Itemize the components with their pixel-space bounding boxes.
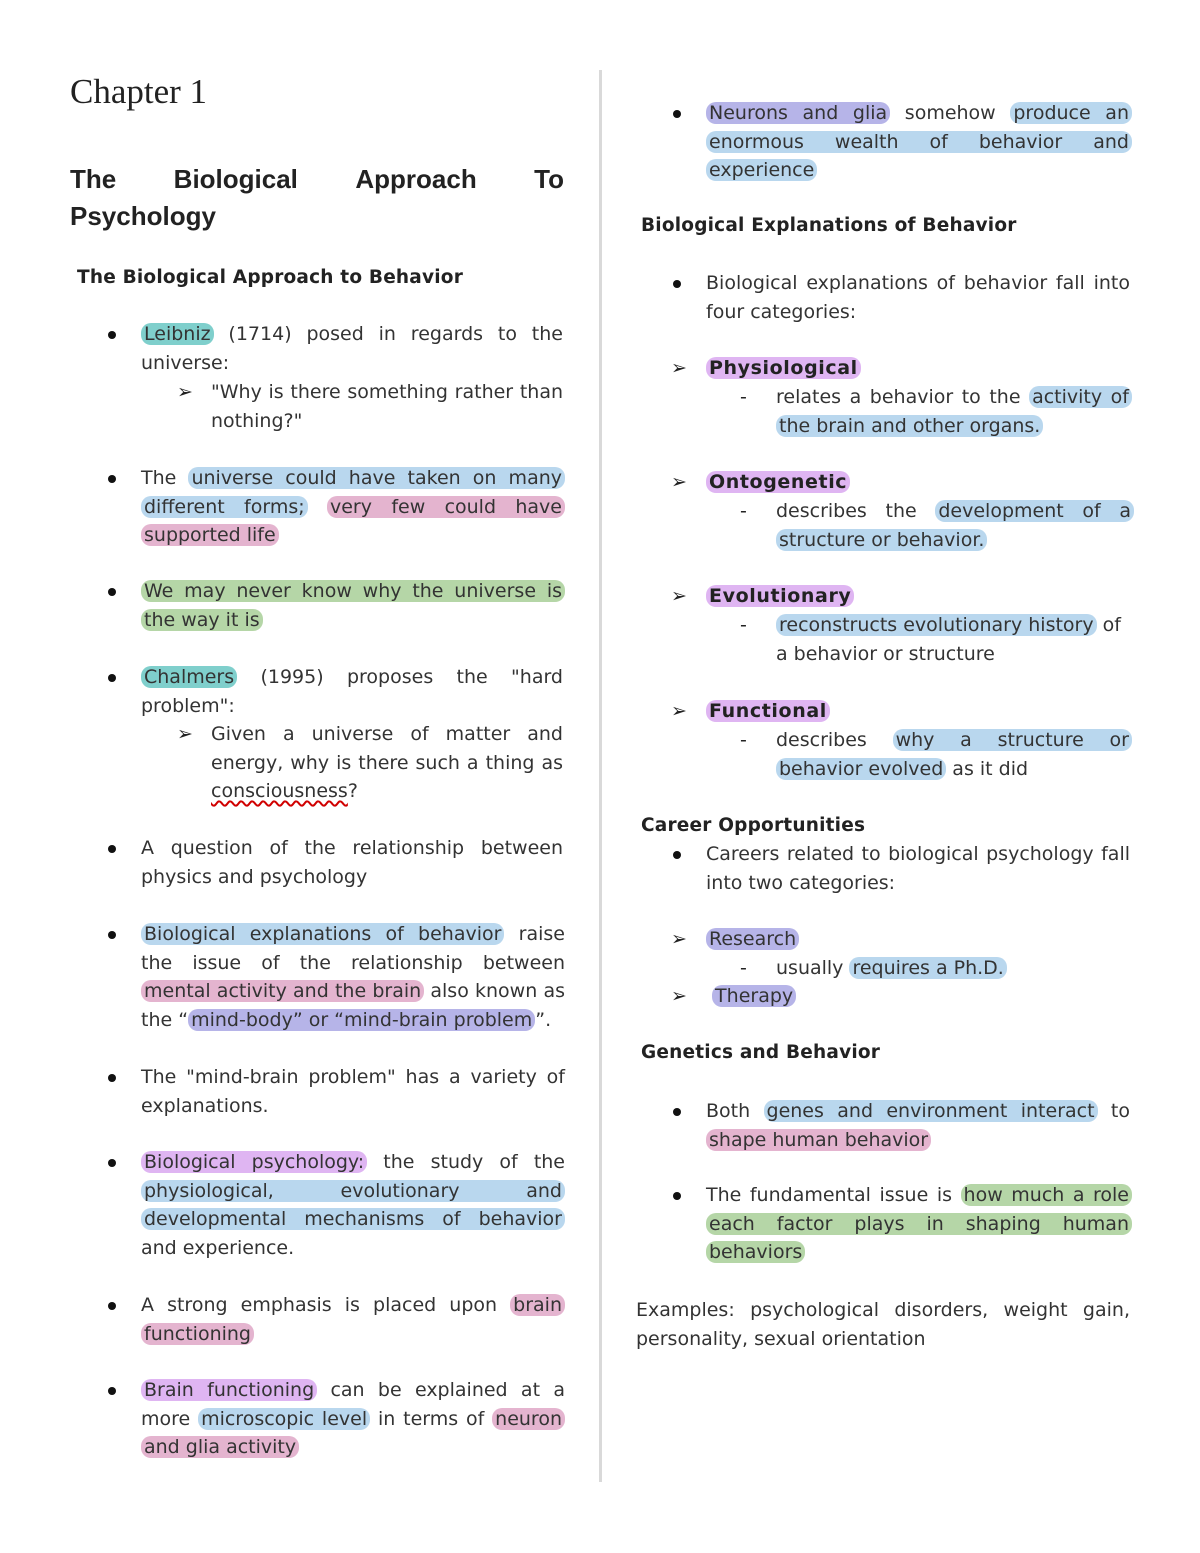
category-description-text <box>776 497 1134 554</box>
category-item <box>671 582 1136 611</box>
list-item-text <box>141 920 565 1034</box>
list-item <box>141 1376 565 1462</box>
bullet-icon <box>108 331 116 339</box>
bullet-icon <box>673 280 681 288</box>
list-item <box>141 1148 565 1262</box>
list-item <box>141 1291 565 1348</box>
text: in terms of <box>370 1407 493 1430</box>
highlight: universe could have taken on many different forms; <box>141 467 565 518</box>
sub-list-item-text <box>211 720 563 806</box>
list-item <box>141 663 563 720</box>
bullet-icon <box>673 1108 681 1116</box>
main-title <box>70 161 564 235</box>
dash-bullet: - <box>740 729 747 751</box>
highlight: produce an enormous wealth of behavior and experience <box>706 102 1132 181</box>
category-description-text <box>776 383 1132 440</box>
highlight: genes and environment interact <box>764 1100 1098 1122</box>
text: The <box>141 467 189 489</box>
list-item-text <box>706 1097 1130 1154</box>
highlight: Biological psychology: <box>141 1151 367 1173</box>
category-label <box>706 582 1136 611</box>
bullet-icon <box>108 845 116 853</box>
highlight: why a structure or behavior evolved <box>776 729 1132 780</box>
list-item <box>141 464 565 550</box>
sub-list-item <box>177 720 563 806</box>
highlight: physiological, evolutionary and developmental mechanisms of behavior <box>141 1180 565 1231</box>
text: to <box>1097 1100 1130 1122</box>
career-name: Therapy <box>712 985 796 1007</box>
bullet-icon <box>108 931 116 939</box>
bullet-icon <box>108 1159 116 1167</box>
bullet-icon <box>108 588 116 596</box>
list-item-text: Careers related to biological psychology fall into two categories: <box>706 843 1130 894</box>
text: also known as the “ <box>141 980 565 1031</box>
dash-bullet: - <box>740 614 747 636</box>
text: can be explained at a more <box>141 1379 565 1430</box>
list-item <box>141 577 565 634</box>
career-item <box>671 925 1126 954</box>
bullet-icon <box>108 475 116 483</box>
text: Given a universe of matter and energy, why is there such a thing as <box>211 723 563 774</box>
highlight: activity of the brain and other organs. <box>776 386 1132 437</box>
title-word: Approach <box>355 164 477 194</box>
text: Both <box>706 1100 764 1122</box>
arrow-bullet-icon: ➢ <box>671 928 687 950</box>
list-item <box>141 1063 565 1120</box>
category-description <box>740 383 1132 440</box>
text: usually <box>776 957 850 979</box>
list-item-text: Biological explanations of behavior fall into four categories: <box>706 272 1130 323</box>
highlight: reconstructs evolutionary history <box>776 614 1097 636</box>
text: raise the issue of the relationship between <box>141 923 565 974</box>
list-item <box>706 840 1130 897</box>
career-name: Research <box>706 928 799 950</box>
text: describes the <box>776 500 936 522</box>
text <box>308 496 327 518</box>
category-name: Physiological <box>706 357 861 379</box>
highlight: Biological explanations of behavior <box>141 923 504 945</box>
category-description <box>740 497 1134 554</box>
highlight: brain functioning <box>141 1294 565 1345</box>
category-description-text <box>776 611 1132 668</box>
list-item <box>141 834 563 891</box>
title-word: Biological <box>173 164 298 194</box>
spellcheck-underlined-word: consciousness <box>211 780 348 803</box>
list-item-text <box>141 1376 565 1462</box>
column-divider <box>599 70 602 1482</box>
arrow-bullet-icon: ➢ <box>671 357 687 379</box>
section-heading-biological-approach: The Biological Approach to Behavior <box>77 267 464 288</box>
highlight: neuron and glia activity <box>141 1408 565 1459</box>
chapter-heading: Chapter 1 <box>70 72 208 111</box>
section-heading-career-opportunities: Career Opportunities <box>641 815 866 836</box>
career-description-text <box>776 954 1132 983</box>
text: A strong emphasis is placed upon <box>141 1294 511 1316</box>
category-description-text <box>776 726 1132 783</box>
category-description <box>740 726 1132 783</box>
arrow-bullet-icon: ➢ <box>671 985 687 1007</box>
bullet-icon <box>673 851 681 859</box>
text: (1714) posed in regards to the universe: <box>141 323 563 374</box>
bullet-icon <box>108 1387 116 1395</box>
category-label <box>706 697 1136 726</box>
list-item-text <box>706 1181 1132 1267</box>
title-word: Psychology <box>70 201 216 231</box>
dash-bullet: - <box>740 957 747 979</box>
category-item <box>671 468 1136 497</box>
highlight: microscopic level <box>198 1408 370 1430</box>
career-item <box>671 982 1126 1011</box>
list-item-text <box>141 320 563 377</box>
dash-bullet: - <box>740 500 747 522</box>
category-name: Functional <box>706 700 830 722</box>
title-word: To <box>534 164 564 194</box>
highlight: shape human behavior <box>706 1129 931 1151</box>
highlight: We may never know why the universe is the way it is <box>141 580 565 631</box>
dash-bullet: - <box>740 386 747 408</box>
arrow-bullet-icon: ➢ <box>177 381 193 403</box>
category-item <box>671 697 1136 726</box>
sub-list-item-text: "Why is there something rather than nothing?" <box>211 381 563 432</box>
highlight: Leibniz <box>141 323 214 345</box>
bullet-icon <box>108 1074 116 1082</box>
bullet-icon <box>108 1302 116 1310</box>
text: somehow <box>890 102 1011 124</box>
highlight: mind-body” or “mind-brain problem <box>188 1009 535 1031</box>
highlight: how much a role each factor plays in shaping human behaviors <box>706 1184 1132 1263</box>
career-label <box>706 982 1126 1011</box>
category-name: Ontogenetic <box>706 471 850 493</box>
highlight: requires a Ph.D. <box>849 957 1006 979</box>
text: the study of the <box>367 1151 565 1173</box>
arrow-bullet-icon: ➢ <box>671 585 687 607</box>
text: The fundamental issue is <box>706 1184 961 1206</box>
bullet-icon <box>673 1192 681 1200</box>
list-item <box>706 1181 1132 1267</box>
highlight: Chalmers <box>141 666 237 688</box>
category-label <box>706 354 1136 383</box>
text: (1995) proposes the "hard problem": <box>141 666 563 717</box>
bullet-icon <box>673 110 681 118</box>
category-label <box>706 468 1136 497</box>
list-item <box>706 269 1130 326</box>
text: ? <box>347 780 358 803</box>
list-item <box>141 320 563 377</box>
list-item <box>706 99 1132 185</box>
text: relates a behavior to the <box>776 386 1030 408</box>
arrow-bullet-icon: ➢ <box>671 700 687 722</box>
section-heading-biological-explanations: Biological Explanations of Behavior <box>641 215 1017 236</box>
highlight: Neurons and glia <box>706 102 890 124</box>
list-item-text <box>141 1148 565 1262</box>
bullet-icon <box>108 674 116 682</box>
category-item <box>671 354 1136 383</box>
examples-paragraph: Examples: psychological disorders, weight gain, personality, sexual orientation <box>636 1299 1130 1350</box>
list-item-text: The "mind-brain problem" has a variety of explanations. <box>141 1066 565 1117</box>
text: ”. <box>535 1008 552 1031</box>
list-item-text <box>706 99 1132 185</box>
list-item <box>141 920 565 1034</box>
list-item-text <box>141 1291 565 1348</box>
text: and experience. <box>141 1236 295 1259</box>
list-item-text <box>141 577 565 634</box>
text: describes <box>776 729 893 751</box>
arrow-bullet-icon: ➢ <box>671 471 687 493</box>
sub-list-item <box>177 378 563 435</box>
category-description <box>740 611 1132 668</box>
career-label <box>706 925 1126 954</box>
category-name: Evolutionary <box>706 585 854 607</box>
list-item-text <box>141 663 563 720</box>
list-item <box>706 1097 1130 1154</box>
section-heading-genetics: Genetics and Behavior <box>641 1042 881 1063</box>
text: as it did <box>946 757 1029 780</box>
highlight: mental activity and the brain <box>141 980 424 1002</box>
career-description <box>740 954 1132 983</box>
highlight: Brain functioning <box>141 1379 317 1401</box>
arrow-bullet-icon: ➢ <box>177 723 193 745</box>
text: of a behavior or structure <box>776 614 1121 665</box>
list-item-text: A question of the relationship between physics and psychology <box>141 837 563 888</box>
highlight: development of a structure or behavior. <box>776 500 1134 551</box>
highlight: very few could have supported life <box>141 496 565 547</box>
title-word: The <box>70 164 117 194</box>
list-item-text <box>141 464 565 550</box>
